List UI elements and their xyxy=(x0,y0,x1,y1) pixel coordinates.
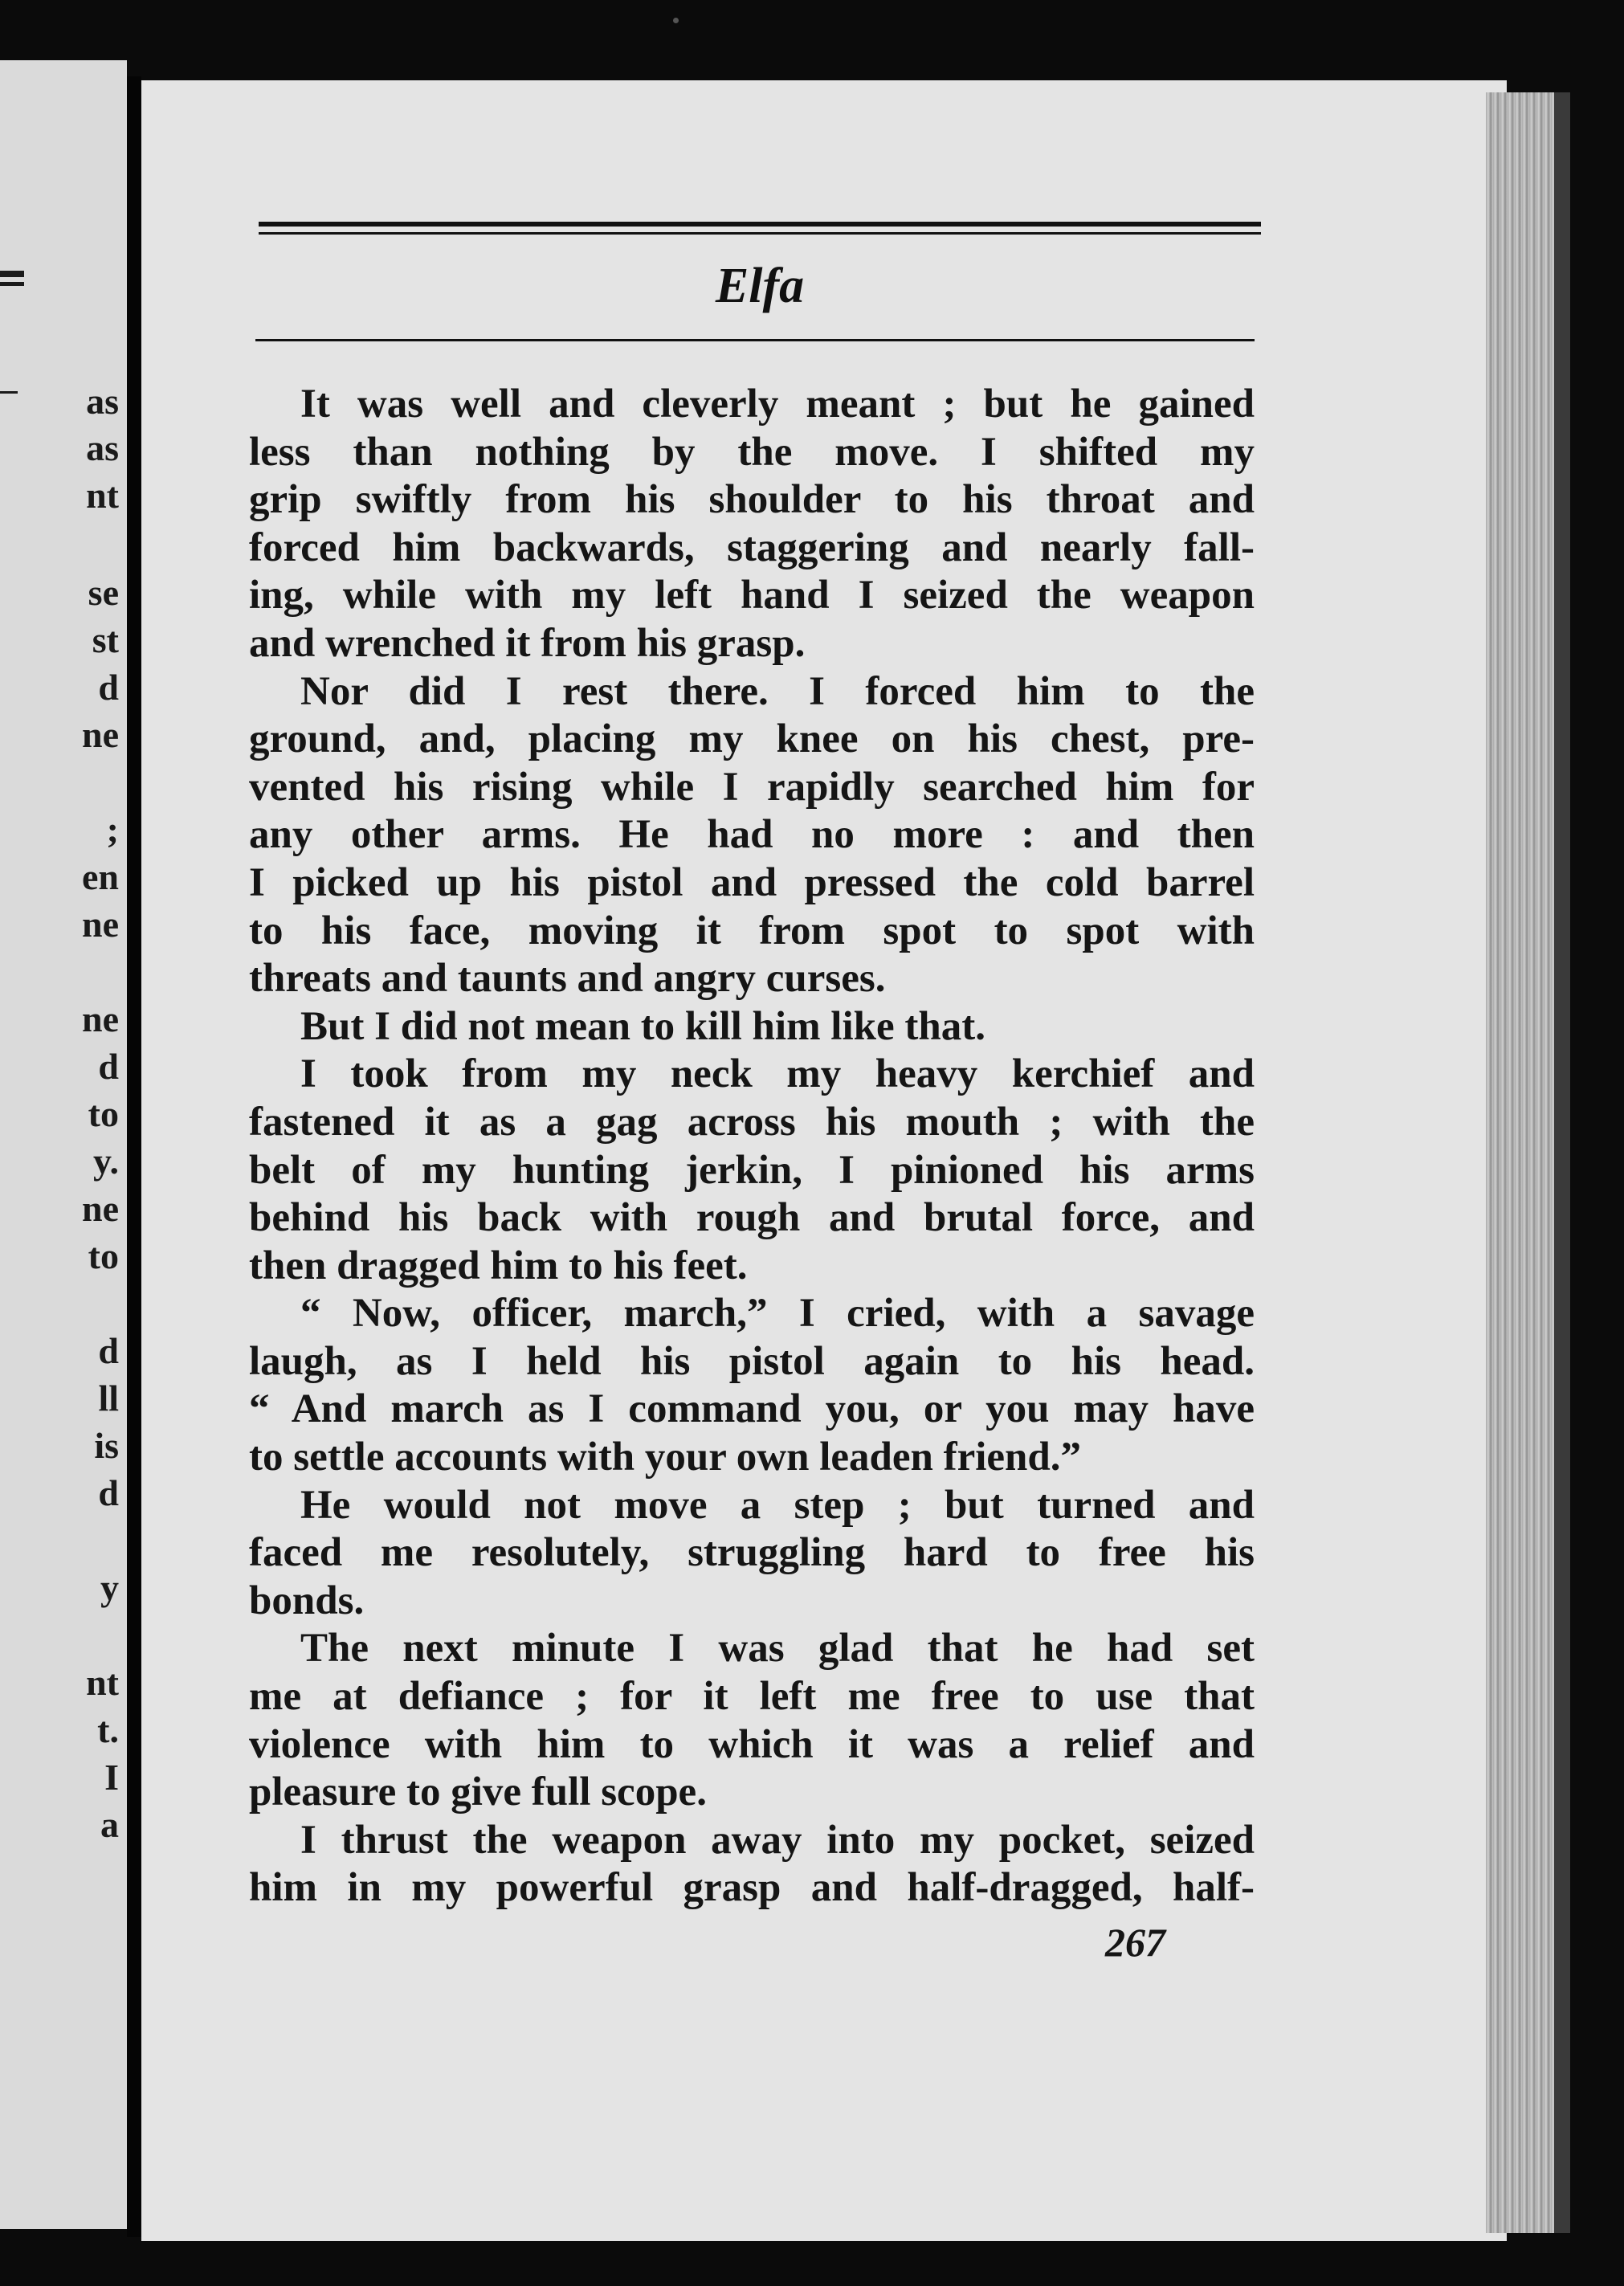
header-rule xyxy=(259,232,1261,235)
facing-page-fragment: as xyxy=(86,381,119,422)
text-line: then dragged him to his feet. xyxy=(249,1243,748,1288)
text-line: grip swiftly from his shoulder to his throat and xyxy=(249,477,1255,523)
cover-edge xyxy=(1554,92,1570,2233)
body-text xyxy=(249,381,1255,1912)
text-line: Nor did I rest there. I forced him to the xyxy=(300,668,1255,714)
facing-page-fragment: to xyxy=(88,1093,119,1134)
facing-page-fragment: y xyxy=(100,1567,119,1608)
facing-page-fragment: d xyxy=(98,1472,119,1513)
text-line: But I did not mean to kill him like that. xyxy=(300,1003,985,1049)
header-rule xyxy=(259,222,1261,227)
facing-page-fragment: ne xyxy=(82,904,119,945)
facing-page-fragment: ne xyxy=(82,998,119,1039)
text-line: less than nothing by the move. I shifted my xyxy=(249,429,1255,475)
facing-page-rule xyxy=(0,391,18,394)
book-gutter xyxy=(127,76,141,2237)
facing-page-fragment: d xyxy=(98,1046,119,1087)
facing-page-fragment: se xyxy=(88,572,119,613)
text-line: violence with him to which it was a relief and xyxy=(249,1721,1255,1767)
text-line: vented his rising while I rapidly searched him for xyxy=(249,764,1255,810)
text-line: forced him backwards, staggering and nearly fall- xyxy=(249,525,1255,570)
text-line: He would not move a step ; but turned and xyxy=(300,1482,1255,1528)
facing-page-fragment: as xyxy=(86,427,119,468)
text-line: bonds. xyxy=(249,1578,365,1623)
text-line: I took from my neck my heavy kerchief and xyxy=(300,1051,1255,1097)
text-line: I picked up his pistol and pressed the cold barrel xyxy=(249,859,1255,905)
text-line: fastened it as a gag across his mouth ; with the xyxy=(249,1099,1255,1145)
text-line: threats and taunts and angry curses. xyxy=(249,956,886,1002)
facing-page-fragment: en xyxy=(82,856,119,897)
facing-page-fragment: ; xyxy=(106,809,119,850)
facing-page-fragment: ll xyxy=(98,1378,119,1419)
text-line: any other arms. He had no more : and then xyxy=(249,812,1255,858)
text-line: him in my powerful grasp and half-dragged, half- xyxy=(249,1865,1255,1911)
text-line: It was well and cleverly meant ; but he gained xyxy=(300,382,1255,427)
facing-page-fragment: ne xyxy=(82,714,119,755)
text-line: ground, and, placing my knee on his chest, pre- xyxy=(249,716,1255,762)
text-line: laugh, as I held his pistol again to his head. xyxy=(249,1338,1255,1384)
facing-page-fragment: ne xyxy=(82,1188,119,1229)
text-line: to his face, moving it from spot to spot with xyxy=(249,908,1255,953)
facing-page-fragment: a xyxy=(100,1804,119,1845)
text-line: “ Now, officer, march,” I cried, with a savage xyxy=(300,1291,1255,1337)
text-line: The next minute I was glad that he had set xyxy=(300,1626,1255,1672)
text-line: me at defiance ; for it left me free to use that xyxy=(249,1674,1255,1720)
running-title: Elfa xyxy=(715,259,805,313)
facing-page-fragment: d xyxy=(98,1330,119,1371)
facing-page-fragment: nt xyxy=(86,1662,119,1703)
facing-page-rule xyxy=(0,282,24,286)
scan-speck xyxy=(673,18,679,23)
header-rule xyxy=(255,339,1255,341)
facing-page-fragment: st xyxy=(92,619,119,660)
page-number: 267 xyxy=(1105,1920,1165,1965)
text-line: belt of my hunting jerkin, I pinioned his arms xyxy=(249,1147,1255,1193)
text-line: pleasure to give full scope. xyxy=(249,1770,707,1815)
text-line: to settle accounts with your own leaden friend.” xyxy=(249,1435,1082,1480)
text-line: behind his back with rough and brutal force, and xyxy=(249,1195,1255,1241)
facing-page-fragment: d xyxy=(98,667,119,708)
text-line: faced me resolutely, struggling hard to free his xyxy=(249,1530,1255,1576)
facing-page-fragment: t. xyxy=(97,1709,119,1750)
text-line: ing, while with my left hand I seized the weapon xyxy=(249,573,1255,618)
facing-page-edge xyxy=(0,60,127,2229)
facing-page-fragment: y. xyxy=(93,1141,119,1182)
text-line: and wrenched it from his grasp. xyxy=(249,620,806,666)
text-line: I thrust the weapon away into my pocket, seized xyxy=(300,1817,1255,1863)
facing-page-rule xyxy=(0,271,24,277)
facing-page-fragment: to xyxy=(88,1235,119,1276)
facing-page-fragment: nt xyxy=(86,475,119,516)
facing-page-fragment: I xyxy=(104,1757,119,1798)
text-line: “ And march as I command you, or you may have xyxy=(249,1386,1255,1432)
facing-page-fragment: is xyxy=(94,1425,119,1466)
